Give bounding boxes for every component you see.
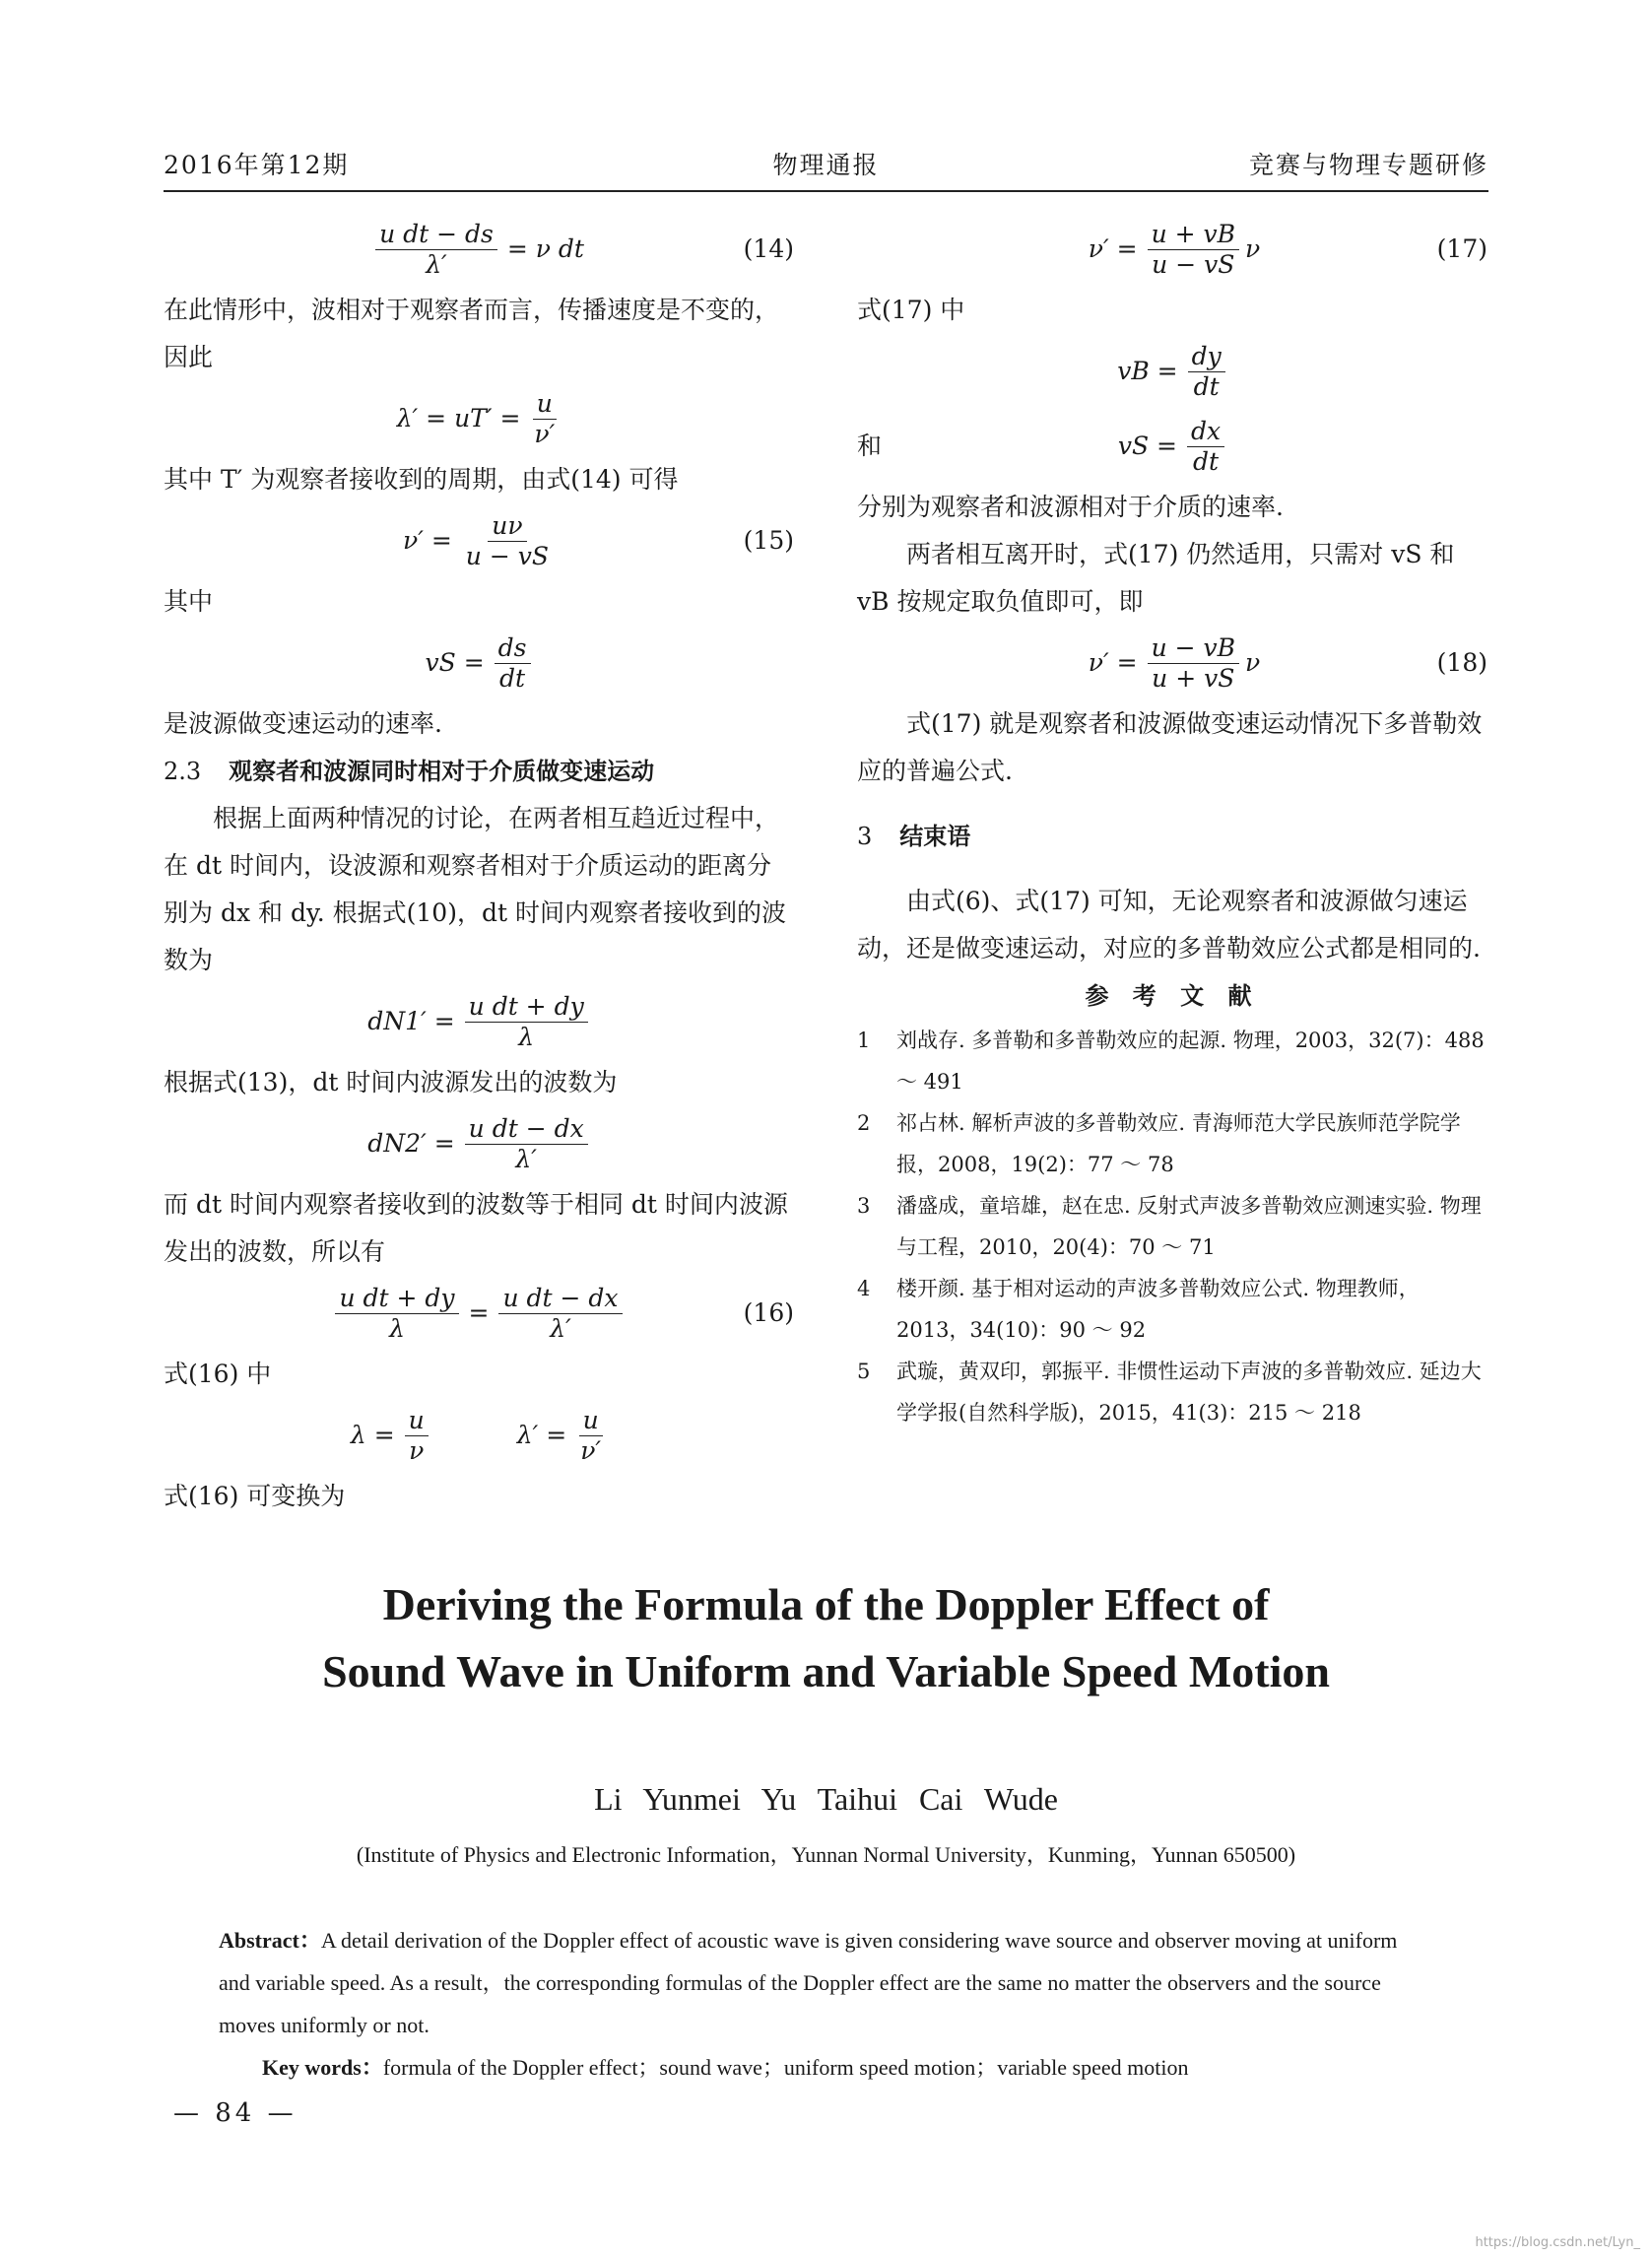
affiliation: (Institute of Physics and Electronic Information，Yunnan Normal University，Kunming，Yunnan 650500) — [356, 1842, 1296, 1867]
paragraph: 式(16) 中 — [164, 1360, 272, 1388]
page-number: — 84 — — [173, 2098, 297, 2128]
equation-dn1: dN1′ = $\frac{\text{u dt + dy}}{\lambda}$ — [164, 984, 794, 1059]
reference-item: 1 刘战存. 多普勒和多普勒效应的起源. 物理，2003，32(7)：488 ～ 491 — [857, 1029, 1485, 1094]
header-section: 竞赛与物理专题研修 — [1248, 151, 1488, 179]
header-journal: 物理通报 — [772, 151, 880, 179]
abstract-text: Abstract：A detail derivation of the Doppler effect of acoustic wave is given considering wave source and observer moving at uniform and variable speed. As a result，the corresponding formulas of the Doppler effect are the same no matter the observers and the source moves uniformly or not. — [219, 1928, 1398, 2037]
equation-16: $\frac{\text{u dt + dy}}{\lambda}$ = $\frac{\text{u dt − dx}}{\lambda'}$ (16) — [164, 1276, 794, 1351]
equation-15: ν′ = $\frac{u\nu}{u - vS}$ (15) — [403, 510, 794, 570]
paragraph: 其中 T′ 为观察者接收到的周期，由式(14) 可得 — [164, 465, 679, 494]
equation-dn2: dN2′ = $\frac{\text{u dt − dx}}{\lambda'}$ — [164, 1106, 794, 1181]
equation-18: ν′ = $\frac{u - vB}{u + vS}$ ν (18) — [1088, 632, 1487, 693]
section-heading-2-3: 2.3 观察者和波源同时相对于介质做变速运动 — [164, 758, 655, 785]
paragraph: 而 dt 时间内观察者接收到的波数等于相同 dt 时间内波源发出的波数，所以有 — [164, 1190, 788, 1266]
paragraph: 根据上面两种情况的讨论，在两者相互趋近过程中，在 dt 时间内，设波源和观察者相对于介质运动的距离分别为 dx 和 dy. 根据式(10)，dt 时间内观察者接收到的波数为 — [164, 804, 786, 974]
running-header — [164, 146, 1488, 183]
equation-vs-dx: 和 vS = $\frac{dx}{dt}$ — [857, 409, 1487, 484]
equation-number: (18) — [1436, 648, 1487, 677]
paragraph: 是波源做变速运动的速率. — [164, 709, 442, 738]
paragraph: 式(16) 可变换为 — [164, 1482, 346, 1510]
reference-item: 2 祁占林. 解析声波的多普勒效应. 青海师范大学民族师范学院学报，2008，19(2)：77 ～ 78 — [857, 1111, 1461, 1176]
equation-number: (16) — [743, 1298, 794, 1327]
authors: Li Yunmei Yu Taihui Cai Wude — [594, 1781, 1058, 1817]
watermark: https://blog.csdn.net/Lyn_ — [1475, 2235, 1640, 2250]
english-title: Deriving the Formula of the Doppler Effect of Sound Wave in Uniform and Variable Speed Motion — [322, 1579, 1330, 1696]
equation-lambda-defs: λ = $\frac{u}{\nu}$ λ′ = $\frac{u}{\nu'}$ — [350, 1405, 602, 1465]
paragraph: 由式(6)、式(17) 可知，无论观察者和波源做匀速运动，还是做变速运动，对应的多普勒效应公式都是相同的. — [857, 887, 1481, 963]
equation-number: (17) — [1436, 234, 1487, 263]
section-heading-3: 3 结束语 — [857, 823, 971, 850]
paragraph: 两者相互离开时，式(17) 仍然适用，只需对 vS 和 vB 按规定取负值即可，即 — [857, 540, 1455, 616]
references-title: 参 考 文 献 — [1085, 982, 1260, 1010]
paragraph: 分别为观察者和波源相对于介质的速率. — [857, 493, 1284, 521]
left-column — [164, 212, 794, 1520]
equation-vb: vB = $\frac{dy}{dt}$ — [857, 334, 1487, 409]
equation-wavelength: λ′ = uT′ = $\frac{u}{\nu'}$ — [396, 388, 556, 448]
paragraph: 式(17) 中 — [857, 296, 965, 324]
right-column — [857, 212, 1487, 1433]
equation-14: $\frac{\text{u dt − ds}}{\lambda'}$ = ν dt (14) — [164, 212, 794, 287]
paragraph: 式(17) 就是观察者和波源做变速运动情况下多普勒效应的普遍公式. — [857, 709, 1483, 785]
reference-item: 4 楼开颜. 基于相对运动的声波多普勒效应公式. 物理教师，2013，34(10)：90 ～ 92 — [857, 1277, 1420, 1342]
keywords: Key words：formula of the Doppler effect；sound wave；uniform speed motion；variable speed motion — [262, 2055, 1189, 2080]
reference-item: 3 潘盛成，童培雄，赵在忠. 反射式声波多普勒效应测速实验. 物理与工程，2010，20(4)：70 ～ 71 — [857, 1194, 1482, 1259]
reference-item: 5 武璇，黄双印，郭振平. 非惯性运动下声波的多普勒效应. 延边大学学报(自然科学版)，2015，41(3)：215 ～ 218 — [857, 1360, 1482, 1425]
equation-number: (15) — [743, 526, 794, 555]
paragraph: 在此情形中，波相对于观察者而言，传播速度是不变的，因此 — [164, 296, 780, 371]
paragraph: 根据式(13)，dt 时间内波源发出的波数为 — [164, 1068, 618, 1096]
header-issue: 2016年第12期 — [164, 151, 350, 179]
equation-17: ν′ = $\frac{u + vB}{u - vS}$ ν (17) — [1088, 219, 1487, 279]
paragraph: 其中 — [164, 587, 214, 616]
references-list — [857, 1020, 1487, 1433]
equation-vs: vS = $\frac{ds}{dt}$ — [164, 626, 794, 700]
abstract — [219, 1919, 1432, 2089]
header-rule — [164, 190, 1488, 192]
equation-number: (14) — [743, 234, 794, 263]
